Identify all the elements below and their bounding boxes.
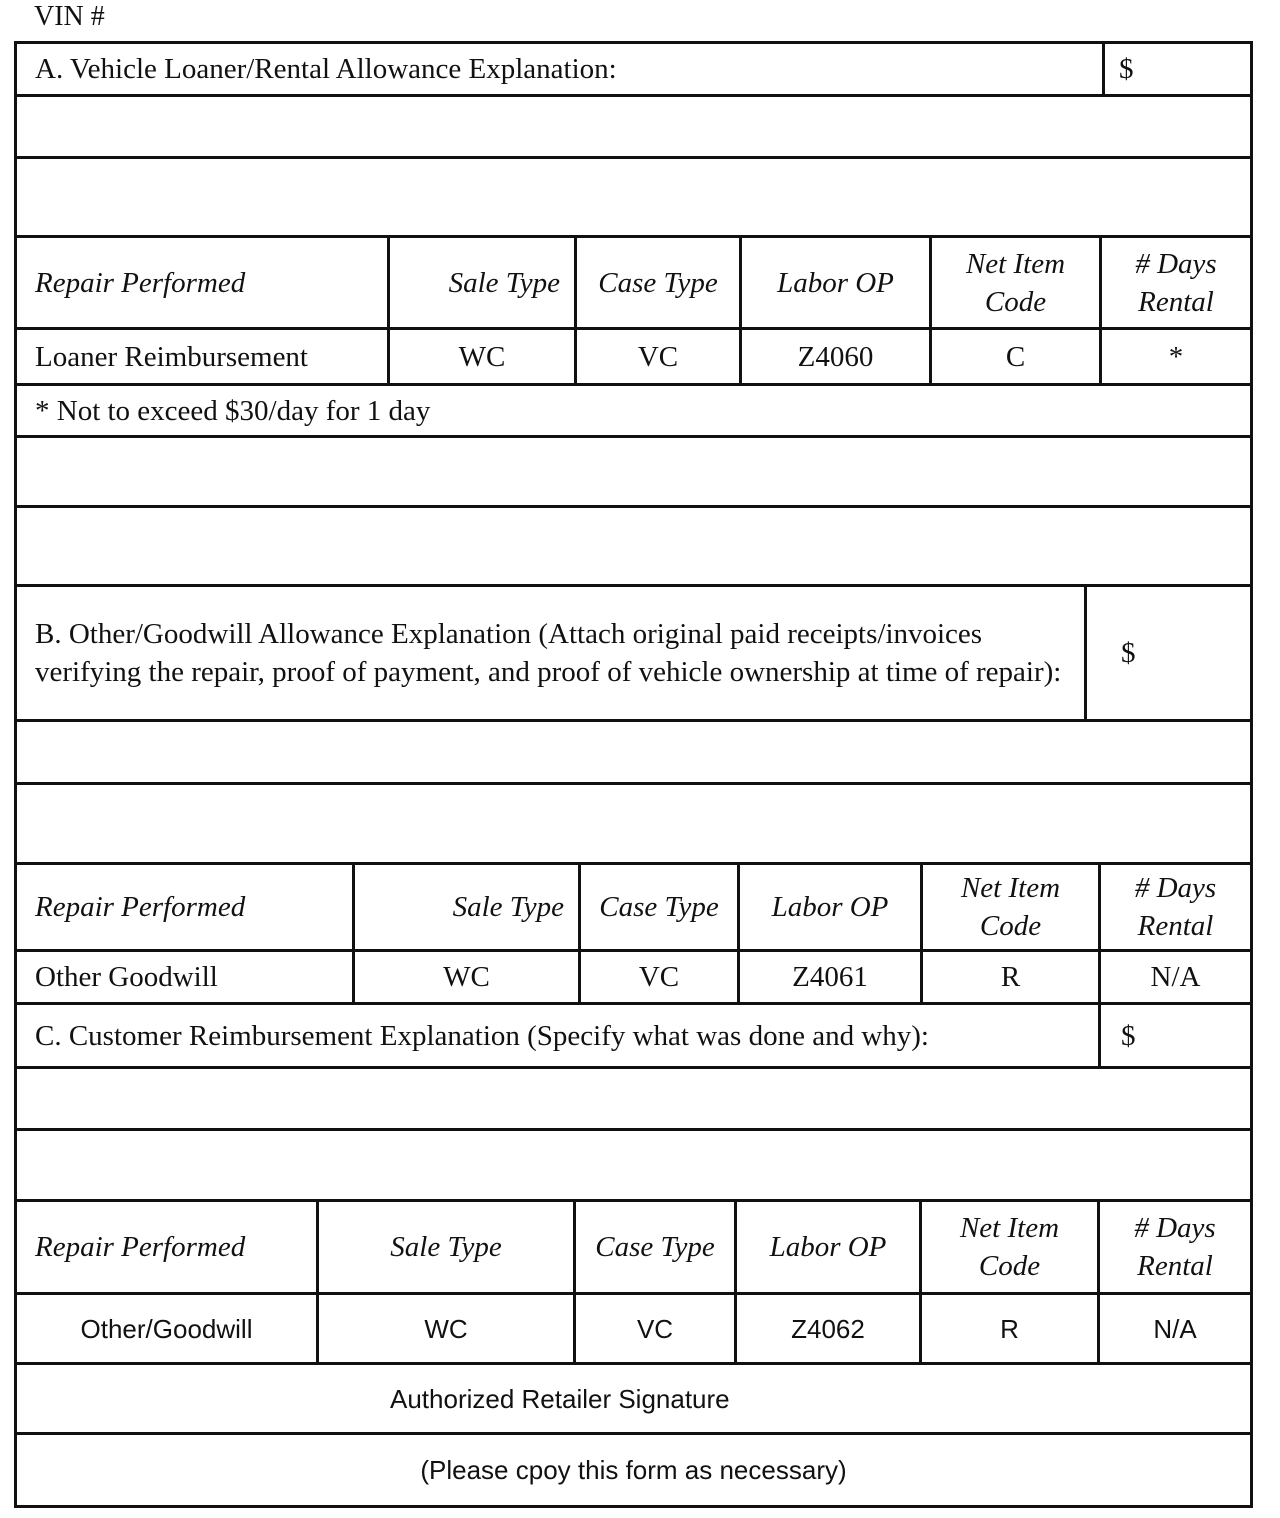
header-labor-op: Labor OP	[734, 1202, 919, 1292]
header-case-type: Case Type	[578, 865, 737, 949]
section-b-dollar-label: $	[1121, 637, 1136, 669]
cell-case-type: VC	[578, 952, 737, 1002]
header-case-type: Case Type	[574, 238, 739, 327]
section-c-dollar-label: $	[1121, 1019, 1136, 1052]
section-b-blank-line-1[interactable]	[17, 722, 1250, 785]
cell-labor-op: Z4062	[734, 1295, 919, 1362]
section-c-table-header	[17, 1202, 1250, 1295]
section-a-title: A. Vehicle Loaner/Rental Allowance Explanation:	[35, 53, 617, 85]
header-repair-performed: Repair Performed	[35, 266, 246, 299]
reimbursement-form	[14, 41, 1253, 1508]
section-a-note: * Not to exceed $30/day for 1 day	[35, 394, 431, 427]
cell-repair-performed: Loaner Reimbursement	[35, 340, 308, 373]
cell-labor-op: Z4061	[737, 952, 920, 1002]
section-c-header-row	[17, 1005, 1250, 1069]
header-sale-type: Sale Type	[352, 865, 578, 949]
section-a-blank-line-4[interactable]	[17, 508, 1250, 587]
section-c-blank-line-2[interactable]	[17, 1131, 1250, 1202]
cell-labor-op: Z4060	[739, 330, 929, 383]
section-c-amount[interactable]	[1098, 1005, 1250, 1066]
header-net-item-code: Net Item Code	[920, 865, 1098, 949]
section-c-title: C. Customer Reimbursement Explanation (Specify what was done and why):	[35, 1019, 929, 1052]
section-b-blank-line-2[interactable]	[17, 785, 1250, 865]
header-days-rental: # Days Rental	[1097, 1202, 1250, 1292]
vin-label: VIN #	[34, 1, 105, 32]
header-days-rental: # Days Rental	[1099, 238, 1250, 327]
section-a-header-row	[17, 44, 1250, 97]
cell-days-rental: N/A	[1097, 1295, 1250, 1362]
section-a-note-row	[17, 386, 1250, 438]
header-case-type: Case Type	[573, 1202, 734, 1292]
section-a-table-header	[17, 238, 1250, 330]
section-b-table-header	[17, 865, 1250, 952]
header-labor-op: Labor OP	[737, 865, 920, 949]
header-net-item-code: Net Item Code	[919, 1202, 1097, 1292]
cell-net-item-code: R	[919, 1295, 1097, 1362]
section-c-table-row	[17, 1295, 1250, 1365]
cell-repair-performed: Other Goodwill	[35, 961, 218, 993]
cell-days-rental: N/A	[1098, 952, 1250, 1002]
signature-label: Authorized Retailer Signature	[390, 1383, 730, 1414]
section-c-blank-line-1[interactable]	[17, 1069, 1250, 1131]
header-days-rental: # Days Rental	[1098, 865, 1250, 949]
section-b-amount[interactable]	[1084, 587, 1250, 719]
cell-net-item-code: C	[929, 330, 1099, 383]
cell-case-type: VC	[573, 1295, 734, 1362]
header-repair-performed: Repair Performed	[35, 1231, 246, 1263]
cell-sale-type: WC	[352, 952, 578, 1002]
cell-repair-performed: Other/Goodwill	[80, 1313, 253, 1344]
cell-case-type: VC	[574, 330, 739, 383]
copy-note-row	[17, 1435, 1250, 1505]
section-a-dollar-label: $	[1119, 53, 1134, 85]
header-sale-type: Sale Type	[387, 238, 574, 327]
cell-sale-type: WC	[316, 1295, 573, 1362]
section-a-amount[interactable]	[1102, 44, 1250, 94]
section-b-header-row	[17, 587, 1250, 722]
header-net-item-code: Net Item Code	[929, 238, 1099, 327]
section-a-blank-line-1[interactable]	[17, 97, 1250, 159]
cell-sale-type: WC	[387, 330, 574, 383]
cell-net-item-code: R	[920, 952, 1098, 1002]
header-labor-op: Labor OP	[739, 238, 929, 327]
section-a-blank-line-3[interactable]	[17, 438, 1250, 508]
section-b-table-row	[17, 952, 1250, 1005]
header-sale-type: Sale Type	[316, 1202, 573, 1292]
cell-days-rental: *	[1099, 330, 1250, 383]
section-b-title: B. Other/Goodwill Allowance Explanation (Attach original paid receipts/invoices verifying the repair, proof of payment, and proof of vehicle ownership at time of repair):	[35, 618, 1062, 688]
header-repair-performed: Repair Performed	[35, 891, 246, 923]
section-a-blank-line-2[interactable]	[17, 159, 1250, 238]
section-a-table-row	[17, 330, 1250, 386]
copy-note: (Please cpoy this form as necessary)	[420, 1455, 847, 1485]
signature-row[interactable]	[17, 1365, 1250, 1435]
